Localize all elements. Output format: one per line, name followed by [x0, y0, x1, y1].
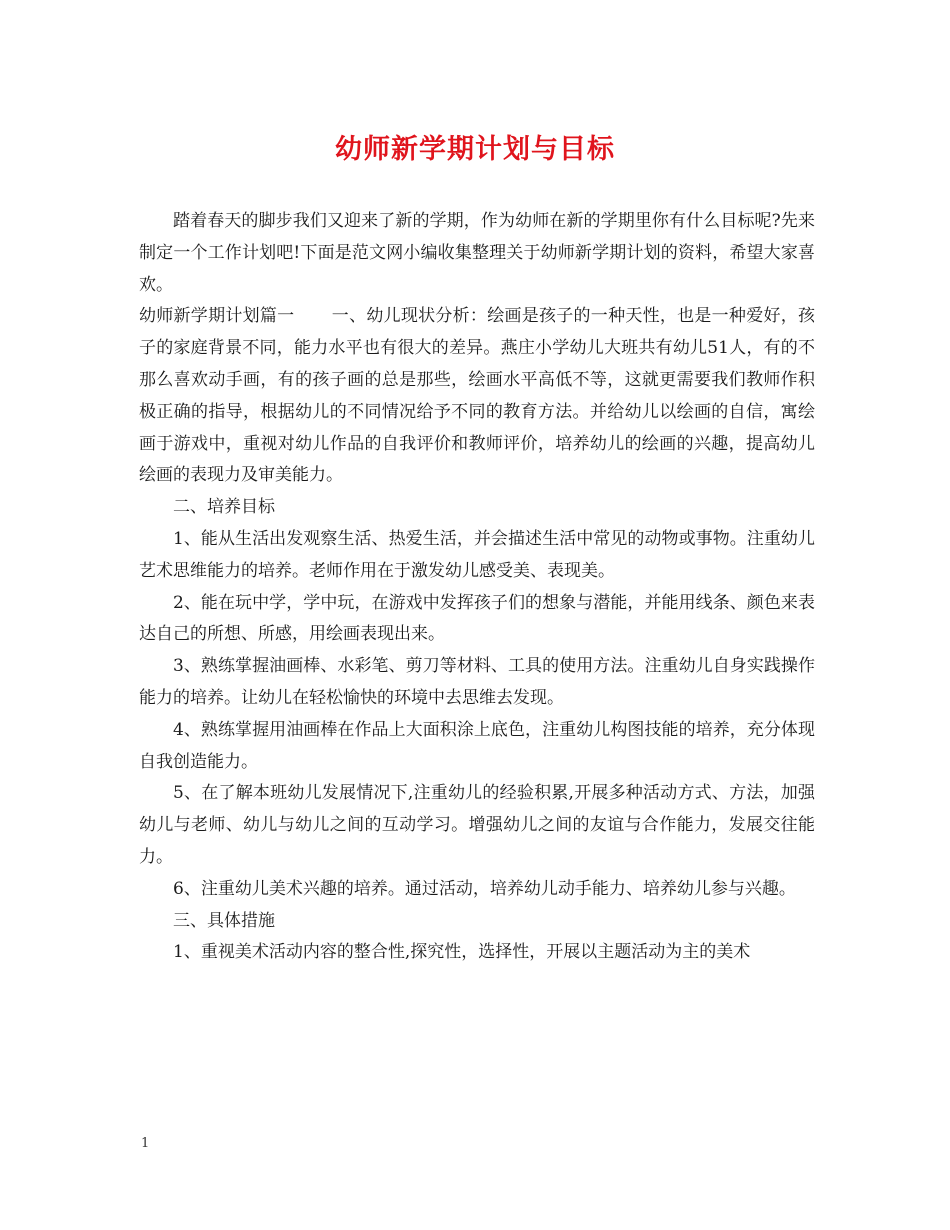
goal-item-5: 5、在了解本班幼儿发展情况下,注重幼儿的经验积累,开展多种活动方式、方法，加强幼儿与老师、幼儿与幼儿之间的互动学习。增强幼儿之间的友谊与合作能力，发展交往能力。 [139, 783, 815, 867]
goals-heading: 二、培养目标 [173, 497, 275, 518]
goal-item-2: 2、能在玩中学，学中玩，在游戏中发挥孩子们的想象与潜能，并能用线条、颜色来表达自己的所想、所感，用绘画表现出来。 [139, 592, 815, 645]
goal-item-1: 1、能从生活出发观察生活、热爱生活，并会描述生活中常见的动物或事物。注重幼儿艺术思维能力的培养。老师作用在于激发幼儿感受美、表现美。 [139, 528, 815, 581]
measures-heading: 三、具体措施 [173, 910, 275, 931]
section1-text: 一、幼儿现状分析：绘画是孩子的一种天性，也是一种爱好，孩子的家庭背景不同，能力水平也有很大的差异。燕庄小学幼儿大班共有幼儿51人，有的不那么喜欢动手画，有的孩子画的总是那些，绘画水平高低不等，这就更需要我们教师作积极正确的指导，根据幼儿的不同情况给予不同的教育方法。并给幼儿以绘画的自信，寓绘画于游戏中，重视对幼儿作品的自我评价和教师评价，培养幼儿的绘画的兴趣，提高幼儿绘画的表现力及审美能力。 [139, 306, 816, 486]
measure-item-1: 1、重视美术活动内容的整合性,探究性，选择性，开展以主题活动为主的美术 [173, 942, 751, 963]
section1-heading: 幼师新学期计划篇一 [139, 306, 295, 327]
intro-paragraph: 踏着春天的脚步我们又迎来了新的学期，作为幼师在新的学期里你有什么目标呢?先来制定一个工作计划吧!下面是范文网小编收集整理关于幼师新学期计划的资料，希望大家喜欢。 [139, 211, 815, 295]
goal-item-6: 6、注重幼儿美术兴趣的培养。通过活动，培养幼儿动手能力、培养幼儿参与兴趣。 [173, 878, 796, 899]
document-title: 幼师新学期计划与目标 [335, 134, 615, 165]
section1-paragraph [139, 301, 815, 492]
page-number: 1 [141, 1136, 150, 1151]
document-body [139, 206, 815, 969]
goal-item-4: 4、熟练掌握用油画棒在作品上大面积涂上底色，注重幼儿构图技能的培养，充分体现自我创造能力。 [139, 719, 815, 772]
goal-item-3: 3、熟练掌握油画棒、水彩笔、剪刀等材料、工具的使用方法。注重幼儿自身实践操作能力的培养。让幼儿在轻松愉快的环境中去思维去发现。 [139, 656, 815, 708]
